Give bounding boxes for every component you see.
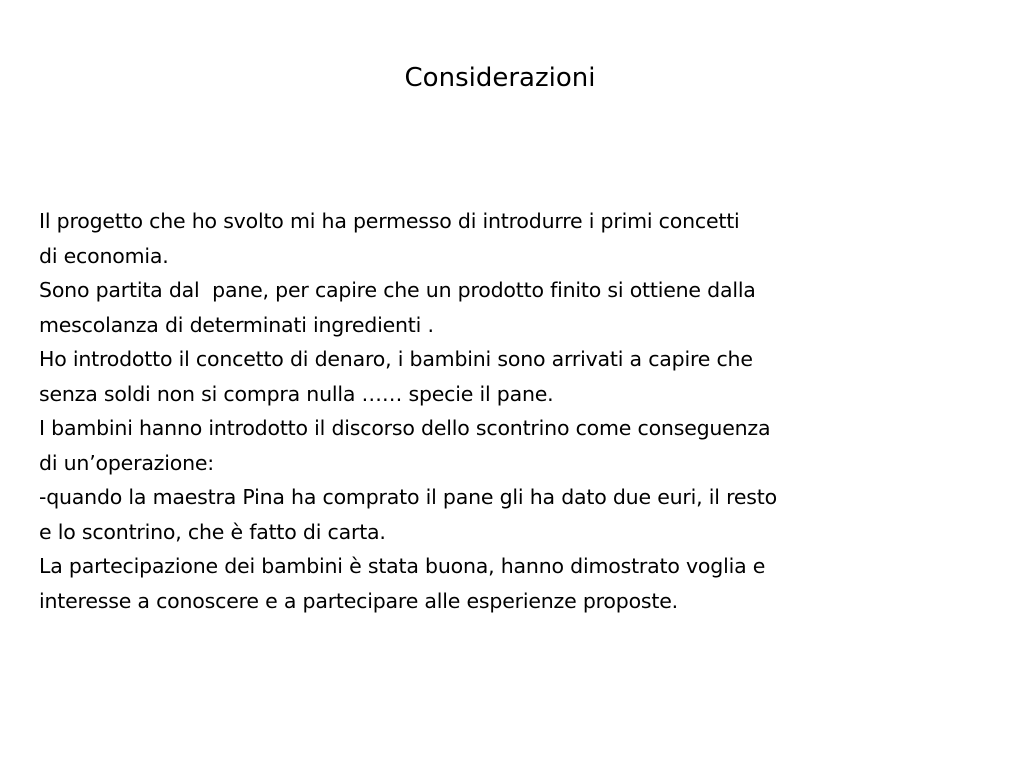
body-line: interesse a conoscere e a partecipare alle esperienze proposte. bbox=[39, 588, 678, 613]
body-line: La partecipazione dei bambini è stata buona, hanno dimostrato voglia e bbox=[39, 554, 766, 578]
body-line: Sono partita dal pane, per capire che un prodotto finito si ottiene dalla bbox=[39, 278, 756, 302]
body-line: -quando la maestra Pina ha comprato il pane gli ha dato due euri, il resto bbox=[39, 485, 777, 509]
body-line: di economia. bbox=[39, 243, 169, 268]
body-line: senza soldi non si compra nulla …… specie il pane. bbox=[39, 381, 554, 406]
body-line: Ho introdotto il concetto di denaro, i bambini sono arrivati a capire che bbox=[39, 347, 753, 371]
body-line: Il progetto che ho svolto mi ha permesso di introdurre i primi concetti bbox=[39, 209, 740, 233]
body-line: mescolanza di determinati ingredienti . bbox=[39, 312, 434, 337]
body-line: e lo scontrino, che è fatto di carta. bbox=[39, 519, 386, 544]
slide-title: Considerazioni bbox=[404, 63, 596, 93]
body-line: di un’operazione: bbox=[39, 450, 214, 475]
slide-body-text bbox=[39, 204, 1004, 618]
body-line: I bambini hanno introdotto il discorso dello scontrino come conseguenza bbox=[39, 416, 771, 440]
